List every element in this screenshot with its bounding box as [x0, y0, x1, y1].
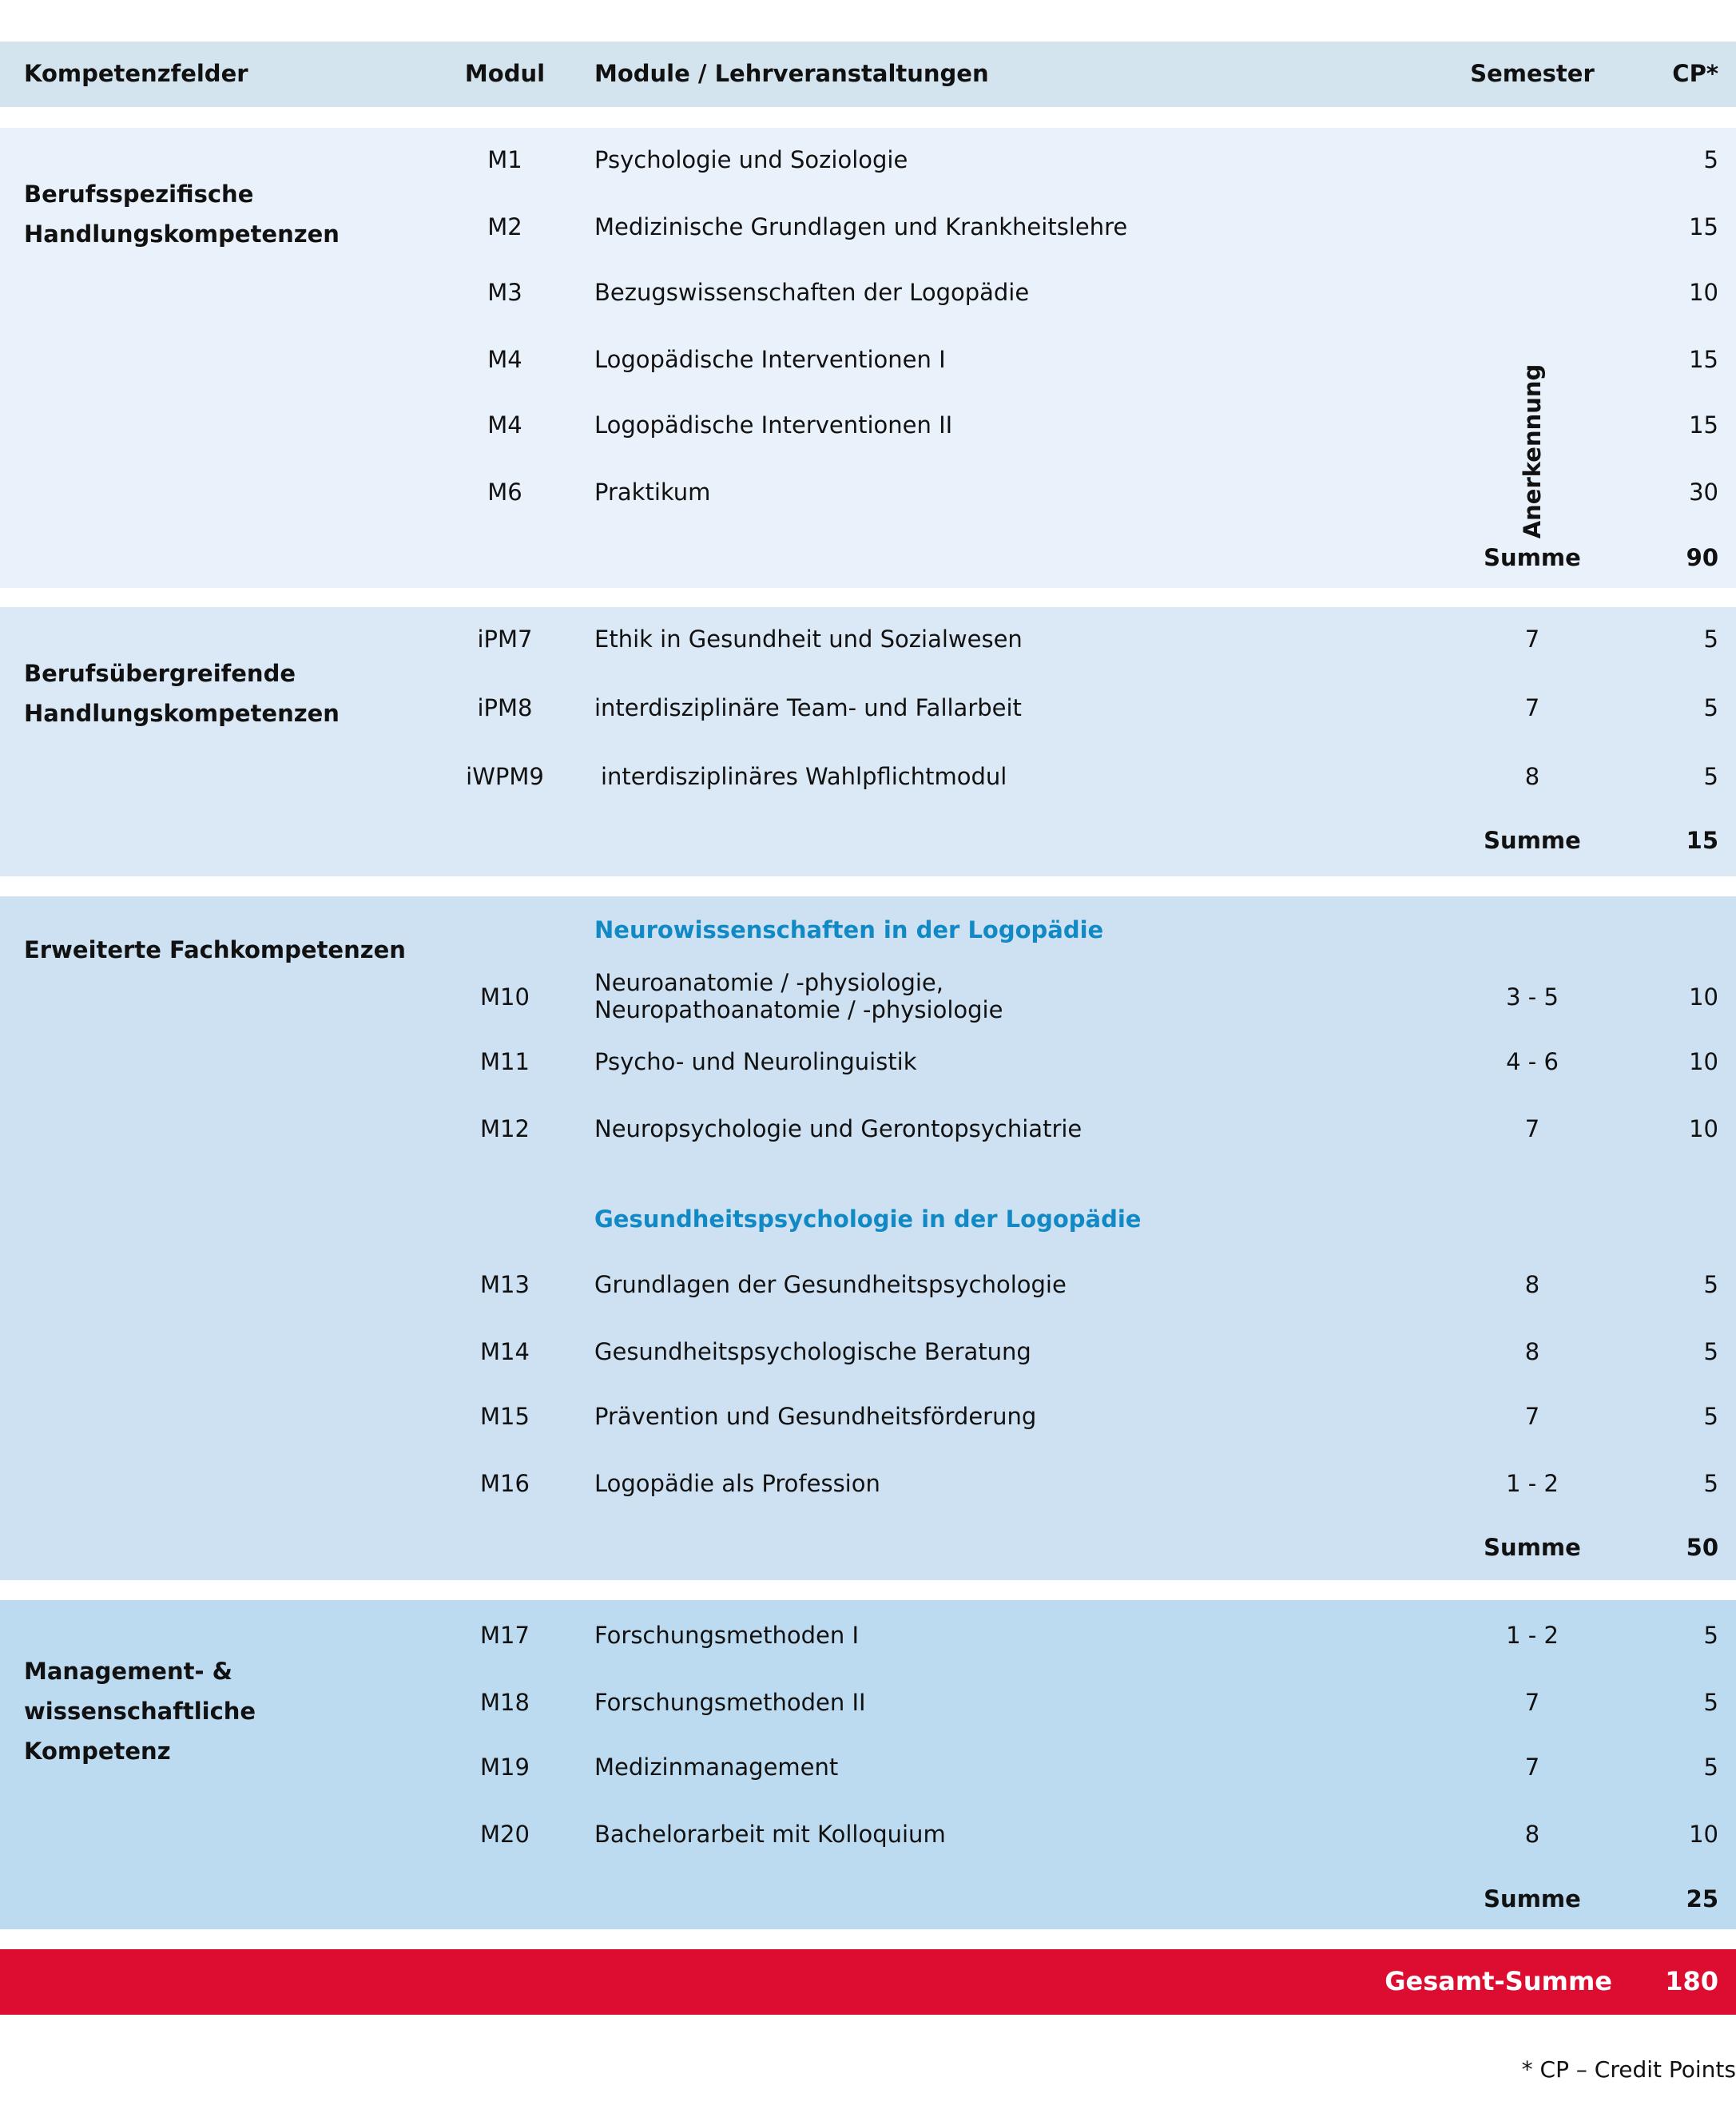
modul-code: M20 — [480, 1821, 530, 1848]
section-title: Management- & wissenschaftliche Kompetenz — [24, 1658, 256, 1765]
module-name: Psychologie und Soziologie — [594, 146, 908, 173]
section-title: Erweiterte Fachkompetenzen — [24, 936, 406, 963]
total-label: Gesamt-Summe — [1384, 1966, 1612, 1996]
semester-value: 7 — [1524, 1403, 1540, 1430]
section-berufsspezifische — [0, 128, 1736, 588]
module-name: Bachelorarbeit mit Kolloquium — [594, 1821, 946, 1848]
modul-code: M14 — [480, 1338, 530, 1365]
modul-code: M12 — [480, 1115, 530, 1142]
section-berufsuebergreifende — [0, 607, 1736, 876]
module-name: Logopädische Interventionen I — [594, 346, 946, 373]
sum-label: Summe — [1484, 1534, 1581, 1561]
section-title: Berufsspezifische Handlungskompetenzen — [24, 181, 340, 248]
sum-value: 50 — [1686, 1534, 1718, 1561]
cp-value: 5 — [1703, 1754, 1718, 1781]
sum-value: 15 — [1686, 827, 1718, 854]
module-name: Logopädie als Profession — [594, 1470, 880, 1497]
subheading-neurowissenschaften: Neurowissenschaften in der Logopädie — [594, 916, 1104, 943]
modul-code: M17 — [480, 1622, 530, 1649]
cp-value: 5 — [1703, 1689, 1718, 1716]
header-kompetenzfelder: Kompetenzfelder — [24, 60, 248, 87]
modul-code: M16 — [480, 1470, 530, 1497]
footnote: * CP – Credit Points — [1521, 2056, 1736, 2083]
modul-code: M11 — [480, 1048, 530, 1075]
cp-value: 10 — [1689, 279, 1718, 306]
cp-value: 5 — [1703, 1622, 1718, 1649]
total-value: 180 — [1665, 1966, 1718, 1996]
cp-value: 5 — [1703, 146, 1718, 173]
cp-value: 15 — [1689, 213, 1718, 240]
module-name: Praktikum — [594, 479, 711, 506]
module-name: Neuropsychologie und Gerontopsychiatrie — [594, 1115, 1083, 1142]
cp-value: 10 — [1689, 1821, 1718, 1848]
semester-value: 7 — [1524, 1754, 1540, 1781]
module-name: interdisziplinäre Team- und Fallarbeit — [594, 694, 1022, 721]
semester-value: 1 - 2 — [1506, 1470, 1559, 1497]
modul-code: iWPM9 — [466, 763, 544, 790]
cp-value: 5 — [1703, 763, 1718, 790]
cp-value: 30 — [1689, 479, 1718, 506]
cp-value: 5 — [1703, 1271, 1718, 1298]
modul-code: M19 — [480, 1754, 530, 1781]
sum-value: 25 — [1686, 1885, 1718, 1912]
modul-code: M13 — [480, 1271, 530, 1298]
header-modul: Modul — [464, 60, 546, 87]
semester-value: 1 - 2 — [1506, 1622, 1559, 1649]
modul-code: iPM8 — [477, 694, 533, 721]
module-name: Medizinmanagement — [594, 1754, 839, 1781]
section-erweiterte-fachkompetenzen — [0, 896, 1736, 1580]
semester-value: 8 — [1524, 1338, 1540, 1365]
semester-value: 4 - 6 — [1506, 1048, 1559, 1075]
modul-code: M18 — [480, 1689, 530, 1716]
sum-label: Summe — [1484, 1885, 1581, 1912]
modul-code: iPM7 — [477, 626, 533, 653]
module-name: Ethik in Gesundheit und Sozialwesen — [594, 626, 1023, 653]
modul-code: M3 — [487, 279, 522, 306]
semester-value: 7 — [1524, 694, 1540, 721]
cp-value: 10 — [1689, 1115, 1718, 1142]
semester-value: 7 — [1524, 1689, 1540, 1716]
semester-note-anerkennung: Anerkennung — [1519, 363, 1546, 539]
module-name-line2: Neuropathoanatomie / -physiologie — [594, 996, 1003, 1023]
module-name: Forschungsmethoden II — [594, 1689, 866, 1716]
cp-value: 15 — [1689, 346, 1718, 373]
cp-value: 5 — [1703, 1403, 1718, 1430]
modul-code: M4 — [487, 411, 522, 439]
header-semester: Semester — [1470, 60, 1595, 87]
module-name: interdisziplinäres Wahlpflichtmodul — [601, 763, 1007, 790]
cp-value: 15 — [1689, 411, 1718, 439]
section-management-wissenschaft — [0, 1600, 1736, 1929]
semester-value: 8 — [1524, 1821, 1540, 1848]
module-name: Gesundheitspsychologische Beratung — [594, 1338, 1031, 1365]
module-name: Prävention und Gesundheitsförderung — [594, 1403, 1037, 1430]
cp-value: 5 — [1703, 626, 1718, 653]
modul-code: M1 — [487, 146, 522, 173]
cp-value: 5 — [1703, 1338, 1718, 1365]
semester-value: 7 — [1524, 626, 1540, 653]
cp-value: 5 — [1703, 1470, 1718, 1497]
header-module: Module / Lehrveranstaltungen — [594, 60, 989, 87]
module-name-line1: Neuroanatomie / -physiologie, — [594, 969, 943, 996]
header-cp: CP* — [1672, 60, 1718, 87]
module-name: Bezugswissenschaften der Logopädie — [594, 279, 1030, 306]
semester-value: 8 — [1524, 1271, 1540, 1298]
table-header — [0, 42, 1736, 107]
modul-code: M15 — [480, 1403, 530, 1430]
modul-code: M4 — [487, 346, 522, 373]
modul-code: M10 — [480, 983, 530, 1011]
module-name: Logopädische Interventionen II — [594, 411, 953, 439]
sum-value: 90 — [1686, 544, 1718, 571]
module-name: Medizinische Grundlagen und Krankheitslehre — [594, 213, 1128, 240]
section-title: Berufsübergreifende Handlungskompetenzen — [24, 660, 340, 727]
module-name: Forschungsmethoden I — [594, 1622, 860, 1649]
semester-value: 3 - 5 — [1506, 983, 1559, 1011]
semester-value: 8 — [1524, 763, 1540, 790]
subheading-gesundheitspsychologie: Gesundheitspsychologie in der Logopädie — [594, 1205, 1142, 1233]
module-name: Psycho- und Neurolinguistik — [594, 1048, 917, 1075]
sum-label: Summe — [1484, 827, 1581, 854]
modul-code: M2 — [487, 213, 522, 240]
semester-value: 7 — [1524, 1115, 1540, 1142]
cp-value: 10 — [1689, 1048, 1718, 1075]
modul-code: M6 — [487, 479, 522, 506]
module-name: Grundlagen der Gesundheitspsychologie — [594, 1271, 1067, 1298]
cp-value: 5 — [1703, 694, 1718, 721]
sum-label: Summe — [1484, 544, 1581, 571]
cp-value: 10 — [1689, 983, 1718, 1011]
total-row — [0, 1949, 1736, 2015]
